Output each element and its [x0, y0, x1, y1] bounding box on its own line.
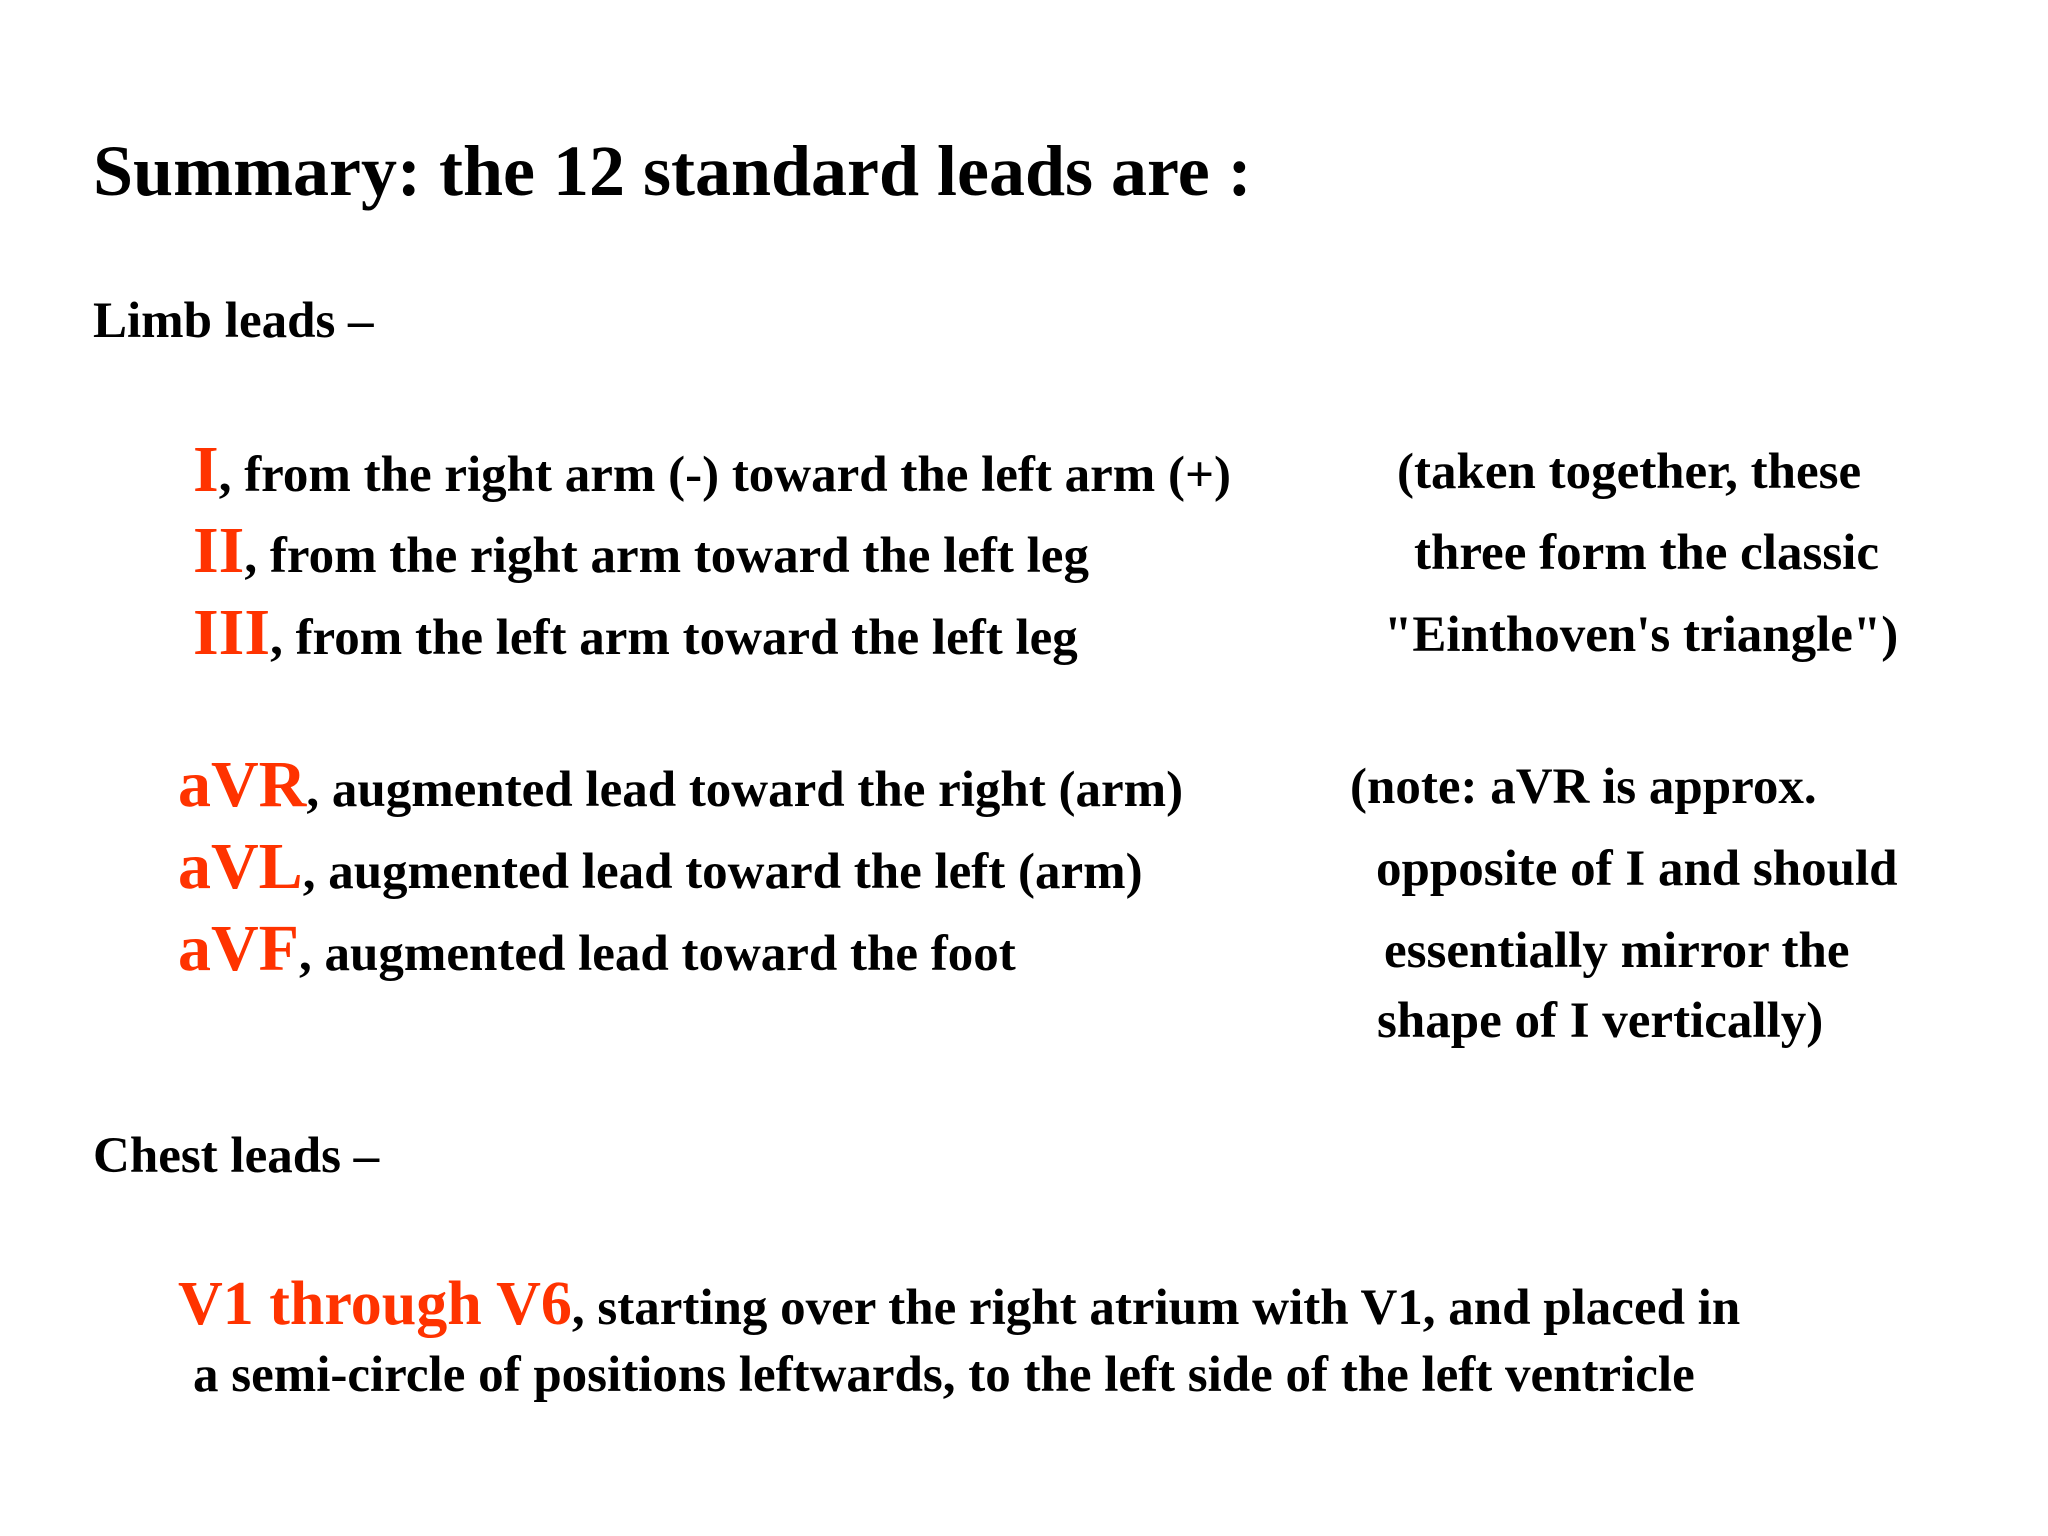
lead-desc-II: , from the right arm toward the left leg: [244, 528, 1089, 584]
avr-note-line-1: (note: aVR is approx.: [1350, 759, 1817, 815]
chest-lead-desc-line-1: , starting over the right atrium with V1, and placed in: [571, 1280, 1741, 1336]
einthoven-note-line-1: (taken together, these: [1397, 444, 1862, 500]
lead-desc-aVF: , augmented lead toward the foot: [298, 926, 1016, 982]
lead-row-I: [193, 433, 1232, 506]
chest-lead-row: [178, 1270, 1741, 1338]
lead-label-aVF: aVF: [178, 912, 299, 985]
lead-label-aVL: aVL: [178, 830, 303, 903]
avr-note-line-4: shape of I vertically): [1377, 993, 1824, 1049]
lead-row-aVL: [178, 830, 1143, 903]
lead-desc-III: , from the left arm toward the left leg: [270, 610, 1078, 666]
einthoven-note-line-3: "Einthoven's triangle"): [1384, 607, 1899, 663]
lead-desc-I: , from the right arm (-) toward the left arm (+): [218, 447, 1232, 503]
slide-title: Summary: the 12 standard leads are :: [93, 131, 1252, 211]
avr-note-line-2: opposite of I and should: [1376, 841, 1898, 897]
lead-label-aVR: aVR: [178, 748, 307, 821]
lead-label-I: I: [193, 433, 219, 506]
einthoven-note-line-2: three form the classic: [1414, 525, 1879, 581]
avr-note-line-3: essentially mirror the: [1384, 923, 1850, 979]
lead-row-aVF: [178, 912, 1016, 985]
chest-lead-desc-line-2: a semi-circle of positions leftwards, to the left side of the left ventricle: [193, 1347, 1695, 1403]
lead-desc-aVR: , augmented lead toward the right (arm): [306, 762, 1184, 818]
limb-leads-heading: Limb leads –: [93, 293, 374, 349]
lead-row-aVR: [178, 748, 1184, 821]
lead-label-III: III: [193, 596, 271, 669]
lead-label-II: II: [193, 514, 245, 587]
lead-row-II: [193, 514, 1089, 587]
lead-row-III: [193, 596, 1078, 669]
chest-leads-heading: Chest leads –: [93, 1128, 380, 1184]
lead-desc-aVL: , augmented lead toward the left (arm): [302, 844, 1143, 900]
chest-lead-label: V1 through V6: [178, 1270, 572, 1338]
